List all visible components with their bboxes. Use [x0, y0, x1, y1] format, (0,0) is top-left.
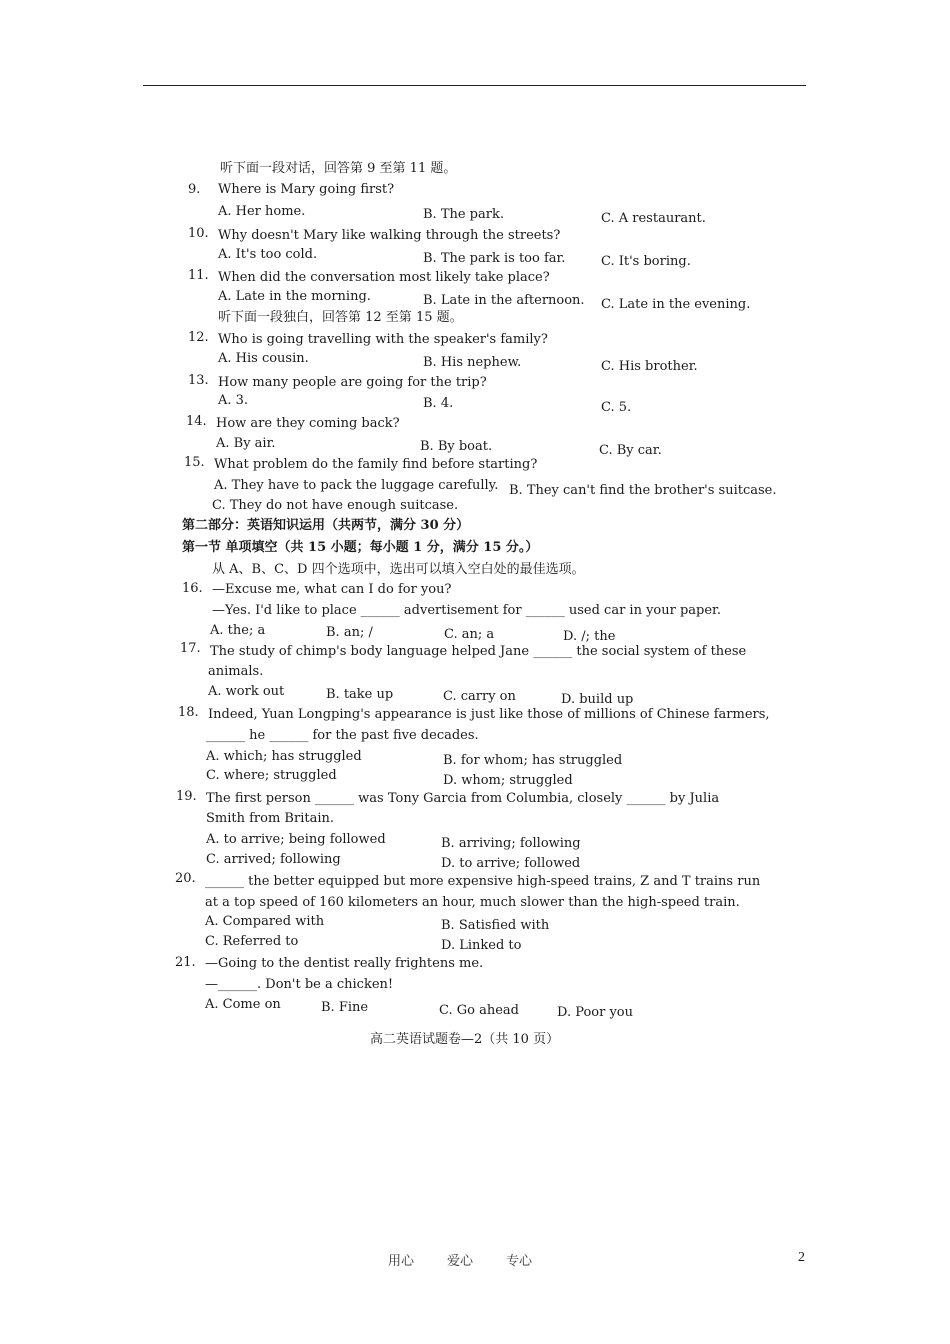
q19-line2: Smith from Britain.	[206, 811, 334, 826]
q21-number: 21.	[175, 955, 196, 970]
q16-option-d: D. /; the	[563, 629, 616, 644]
q18-option-c: C. where; struggled	[206, 768, 337, 783]
q16-number: 16.	[182, 581, 203, 596]
q19-option-b: B. arriving; following	[441, 836, 581, 851]
q11-option-b: B. Late in the afternoon.	[423, 293, 585, 308]
footer-word-3: 专心	[506, 1254, 533, 1269]
q13-option-a: A. 3.	[218, 393, 249, 408]
q15-text: What problem do the family find before starting?	[214, 457, 538, 472]
q13-option-b: B. 4.	[423, 396, 454, 411]
q20-option-d: D. Linked to	[441, 938, 522, 953]
q12-text: Who is going travelling with the speaker's family?	[218, 332, 548, 347]
q12-option-b: B. His nephew.	[423, 355, 522, 370]
footer-word-2: 爱心	[447, 1254, 474, 1269]
q14-number: 14.	[186, 414, 207, 429]
q20-line2: at a top speed of 160 kilometers an hour, much slower than the high-speed train.	[205, 895, 740, 910]
scan-footer: 高二英语试题卷—2（共 10 页）	[370, 1032, 560, 1047]
q17-option-d: D. build up	[561, 692, 634, 707]
q19-line1: The first person ______ was Tony Garcia from Columbia, closely ______ by Julia	[206, 791, 720, 806]
header-rule	[143, 85, 806, 86]
q15-option-a: A. They have to pack the luggage carefully.	[214, 478, 499, 493]
instruction-9-11: 听下面一段对话，回答第 9 至第 11 题。	[220, 161, 457, 176]
q10-option-b: B. The park is too far.	[423, 251, 566, 266]
q11-text: When did the conversation most likely take place?	[218, 270, 550, 285]
q11-option-a: A. Late in the morning.	[218, 289, 371, 304]
q20-option-a: A. Compared with	[205, 914, 325, 929]
q15-option-c: C. They do not have enough suitcase.	[212, 498, 459, 513]
q20-number: 20.	[175, 871, 196, 886]
q19-option-d: D. to arrive; followed	[441, 856, 581, 871]
section1-heading: 第一节 单项填空（共 15 小题；每小题 1 分，满分 15 分。）	[182, 540, 539, 555]
q13-number: 13.	[188, 373, 209, 388]
q13-option-c: C. 5.	[601, 400, 632, 415]
q10-option-a: A. It's too cold.	[218, 247, 318, 262]
q12-number: 12.	[188, 330, 209, 345]
q20-option-b: B. Satisfied with	[441, 918, 550, 933]
q16-line1: —Excuse me, what can I do for you?	[212, 582, 452, 597]
q15-option-b: B. They can't find the brother's suitcase.	[509, 483, 777, 498]
q19-number: 19.	[176, 789, 197, 804]
q18-option-a: A. which; has struggled	[206, 749, 362, 764]
q17-line1: The study of chimp's body language helped Jane ______ the social system of these	[210, 644, 747, 659]
q19-option-c: C. arrived; following	[206, 852, 341, 867]
q14-option-a: A. By air.	[216, 436, 276, 451]
q9-option-a: A. Her home.	[218, 204, 306, 219]
q10-option-c: C. It's boring.	[601, 254, 691, 269]
q20-option-c: C. Referred to	[205, 934, 299, 949]
q16-option-b: B. an; /	[326, 625, 373, 640]
instruction-12-15: 听下面一段独白，回答第 12 至第 15 题。	[218, 310, 463, 325]
q9-text: Where is Mary going first?	[218, 182, 395, 197]
q17-option-b: B. take up	[326, 687, 394, 702]
footer-word-1: 用心	[388, 1254, 415, 1269]
q12-option-a: A. His cousin.	[218, 351, 309, 366]
q21-line2: —______. Don't be a chicken!	[205, 977, 394, 992]
page-number: 2	[798, 1250, 805, 1265]
q17-number: 17.	[180, 641, 201, 656]
q19-option-a: A. to arrive; being followed	[206, 832, 386, 847]
q15-number: 15.	[184, 455, 205, 470]
part2-heading: 第二部分：英语知识运用（共两节，满分 30 分）	[182, 518, 470, 533]
q17-option-c: C. carry on	[443, 689, 516, 704]
q11-option-c: C. Late in the evening.	[601, 297, 751, 312]
q20-line1: ______ the better equipped but more expensive high-speed trains, Z and T trains run	[205, 874, 761, 889]
q9-option-b: B. The park.	[423, 207, 504, 222]
q17-line2: animals.	[208, 664, 264, 679]
q11-number: 11.	[188, 268, 209, 283]
q21-line1: —Going to the dentist really frightens me.	[205, 956, 484, 971]
q18-line2: ______ he ______ for the past five decades.	[206, 728, 479, 743]
q21-option-c: C. Go ahead	[439, 1003, 519, 1018]
q12-option-c: C. His brother.	[601, 359, 698, 374]
q18-option-b: B. for whom; has struggled	[443, 753, 623, 768]
q14-text: How are they coming back?	[216, 416, 400, 431]
q18-number: 18.	[178, 705, 199, 720]
q17-option-a: A. work out	[208, 684, 285, 699]
q16-line2: —Yes. I'd like to place ______ advertisement for ______ used car in your paper.	[212, 603, 721, 618]
q16-option-c: C. an; a	[444, 627, 495, 642]
q13-text: How many people are going for the trip?	[218, 375, 487, 390]
q10-number: 10.	[188, 226, 209, 241]
q21-option-b: B. Fine	[321, 1000, 369, 1015]
q14-option-b: B. By boat.	[420, 439, 493, 454]
q9-number: 9.	[188, 182, 201, 197]
choose-instruction: 从 A、B、C、D 四个选项中，选出可以填入空白处的最佳选项。	[212, 562, 585, 577]
scanned-exam-page	[175, 155, 775, 1055]
q9-option-c: C. A restaurant.	[601, 211, 706, 226]
q21-option-d: D. Poor you	[557, 1005, 633, 1020]
q14-option-c: C. By car.	[599, 443, 662, 458]
q21-option-a: A. Come on	[205, 997, 281, 1012]
q18-option-d: D. whom; struggled	[443, 773, 573, 788]
q18-line1: Indeed, Yuan Longping's appearance is just like those of millions of Chinese farmers,	[208, 707, 770, 722]
q16-option-a: A. the; a	[210, 623, 266, 638]
q10-text: Why doesn't Mary like walking through the streets?	[218, 228, 561, 243]
